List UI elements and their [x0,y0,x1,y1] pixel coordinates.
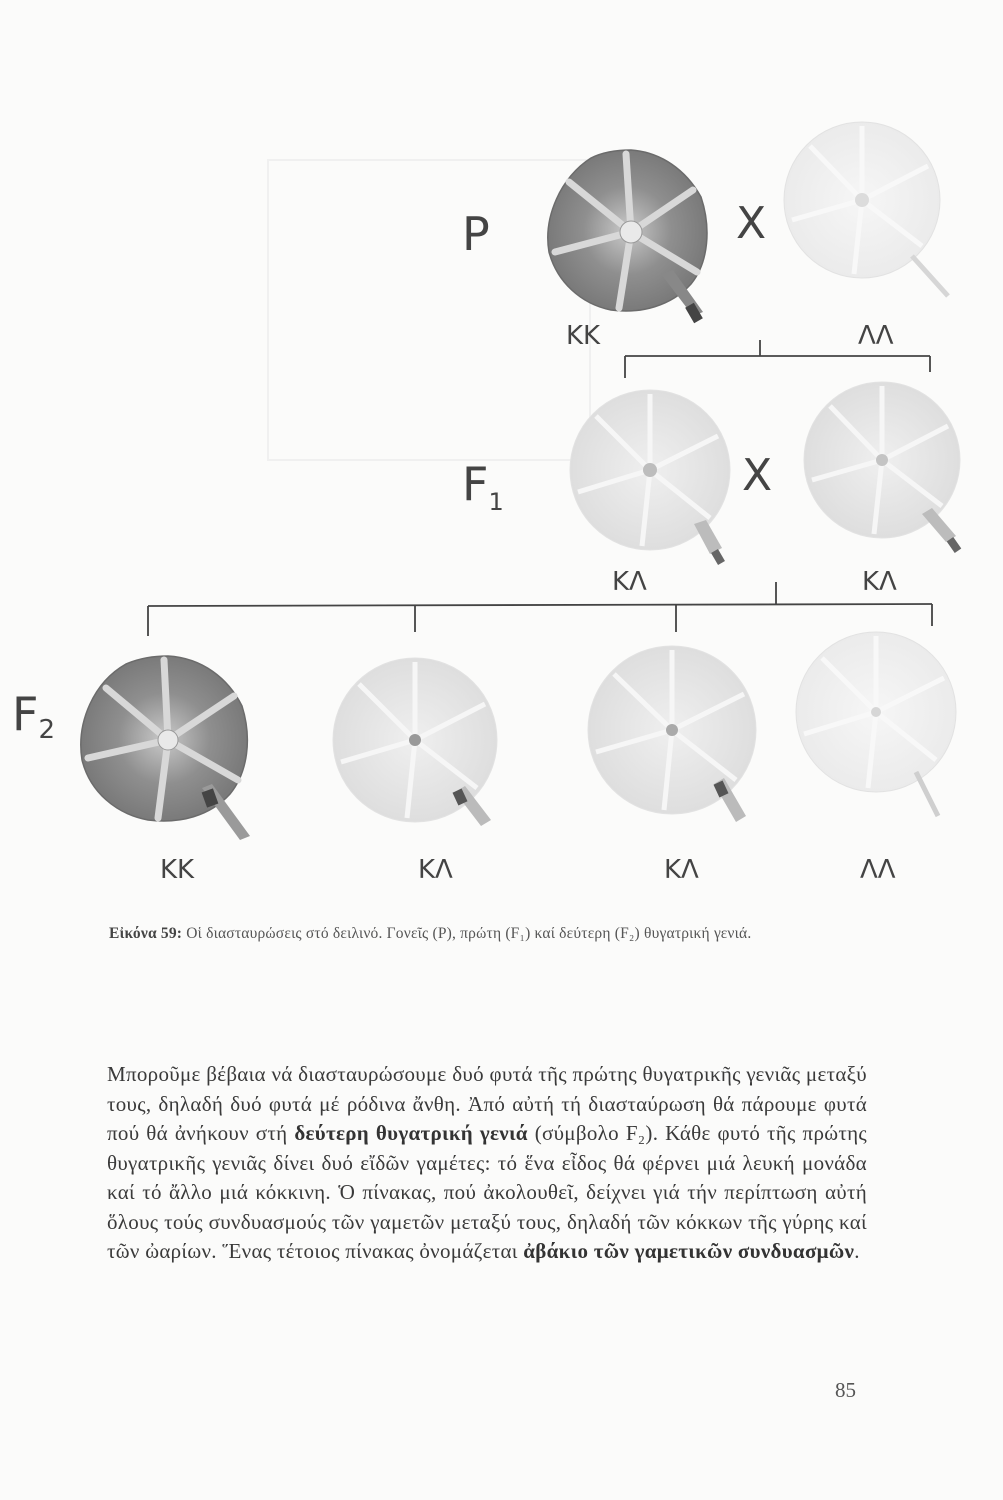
genotype-p-left: KK [566,321,601,351]
label-f1 [462,457,504,516]
page-number: 85 [835,1378,856,1402]
label-f1-sub: 1 [488,488,504,516]
term-second-generation: δεύτερη θυγατρική γενιά [294,1121,528,1145]
flower-f2-pink-1 [333,658,497,826]
flower-p-white [784,122,948,296]
flower-p-red [548,150,707,323]
caption-label: Εἰκόνα 59: [109,925,183,942]
term-gamete-table: ἀβάκιο τῶν γαμετικῶν συνδυασμῶν [523,1239,855,1263]
genotype-f1-left: ΚΛ [612,567,647,597]
flower-f2-white [796,632,956,816]
flower-f1-pink-2 [804,382,961,553]
body-text-part2: (σύμβολο F₂). Κάθε φυτό τῆς πρώτης θυγατρικῆς γενιᾶς δίνει δυό εἴδῶν γαμέτες: τό ἕνα εἶδος θά φέρνει μιά λευκή μονάδα καί τό ἄλλο μιά κόκκινη. Ὁ πίνακας, πού ἀκολουθεῖ, δείχνει γιά τήν περίπτωση αὐτή ὅλους τούς συνδυασμούς τῶν γαμετῶν μεταξύ τους, δηλαδή τῶν κόκκων τῆς γύρης καί τῶν ὠαρίων. Ἕνας τέτοιος πίνακας ὀνομάζεται [107,1121,867,1263]
body-text-part1: Μποροῦμε βέβαια νά διασταυρώσουμε δυό φυτά τῆς πρώτης θυγατρικῆς γενιᾶς μεταξύ τους, δηλαδή δυό φυτά μέ ρόδινα ἄνθη. Ἀπό αὐτή τή διασταύρωση θά πάρουμε φυτά πού θά ἀνήκουν στή [107,1062,867,1145]
genotype-p-right: ΛΛ [858,321,894,351]
bracket-f1-to-f2 [148,582,932,636]
caption-text: Οἱ διασταυρώσεις στό δειλινό. Γονεῖς (Ρ), πρώτη (F₁) καί δεύτερη (F₂) θυγατρική γενιά. [186,925,752,942]
genotype-f2-1: KK [160,855,195,885]
label-p: P [462,207,490,261]
genotype-f1-right: ΚΛ [862,567,897,597]
figure-caption [109,925,869,943]
label-f2-letter: F [12,687,39,741]
body-paragraph [107,1060,867,1267]
genotype-f2-2: ΚΛ [418,855,453,885]
genotype-f2-3: ΚΛ [664,855,699,885]
genotype-f2-4: ΛΛ [860,855,896,885]
cross-symbol-p: X [736,198,767,249]
label-f2 [12,687,55,745]
label-f1-letter: F [462,457,489,511]
flower-f2-pink-2 [588,646,756,822]
cross-symbol-f1: X [742,450,773,501]
flower-f1-pink-1 [570,390,730,565]
flower-f2-red [81,656,250,840]
body-text-part3: . [854,1239,860,1263]
label-f2-sub: 2 [38,715,56,745]
